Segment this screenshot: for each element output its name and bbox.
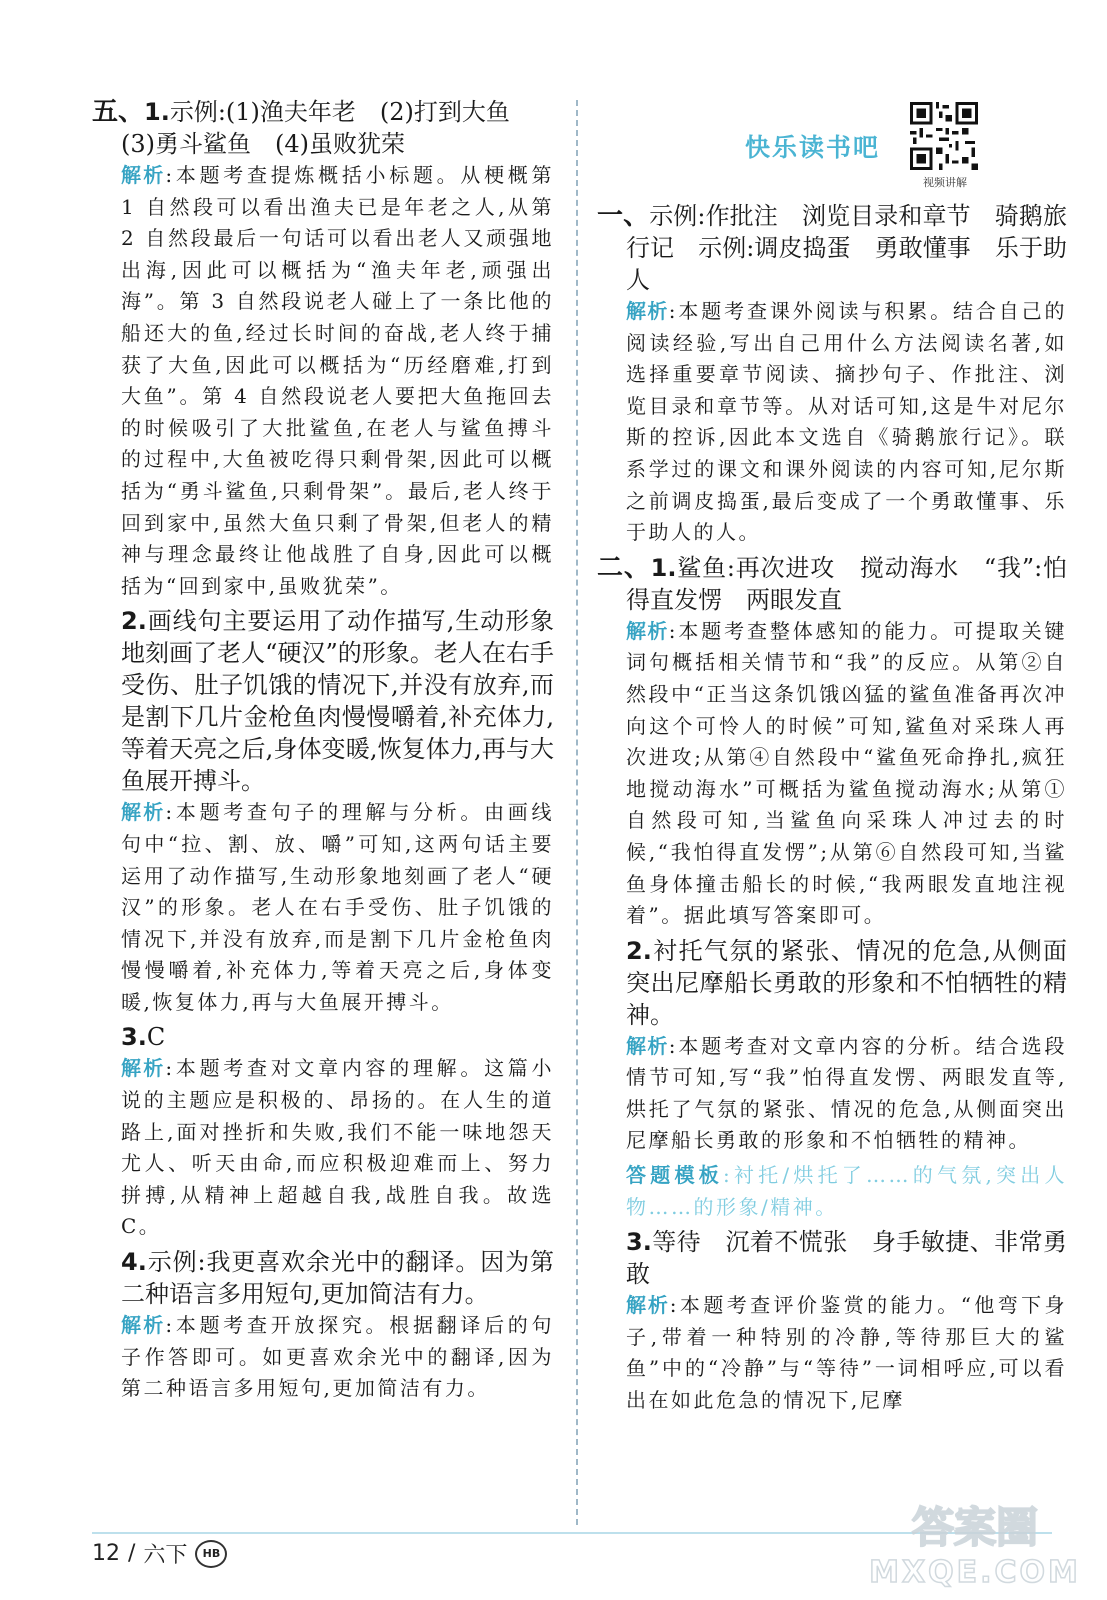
analysis-label: 解析: [626, 1293, 670, 1318]
q4-number: 4.: [121, 1248, 147, 1277]
q4-analysis: [92, 1310, 554, 1405]
analysis-label: 解析: [626, 1033, 669, 1058]
watermark-logo: [855, 1496, 1095, 1592]
section-2-q1: [597, 552, 1067, 616]
s2-q2-answer-text: 衬托气氛的紧张、情况的危急,从侧面突出尼摩船长勇敢的形象和不怕牺牲的精神。: [626, 936, 1067, 1029]
q3-number: 3.: [626, 1228, 652, 1257]
s2-q3-analysis-text: :本题考查评价鉴赏的能力。“他弯下身子,带着一种特别的冷静,等待那巨大的鲨鱼”中的“冷静”与“等待”一词相呼应,可以看出在如此危急的情况下,尼摩: [626, 1293, 1067, 1413]
q1-answer-line1: 示例:(1)渔夫年老 (2)打到大鱼: [169, 98, 510, 126]
analysis-label: 解析: [121, 163, 166, 187]
q4-answer: [92, 1246, 554, 1310]
q1-analysis-text: :本题考查提炼概括小标题。从梗概第 1 自然段可以看出渔夫已是年老之人,从第 2 自然段最后一句话可以看出老人又顽强地出海,因此可以概括为“渔夫年老,顽强出海”。第 3 自然段说老人碰上了一条比他的船还大的鱼,经过长时间的奋战,老人终于捕获了大鱼,因此可以概括为“历经磨难,打到大鱼”。第 4 自然段说老人要把大鱼拖回去的时候吸引了大批鲨鱼,在老人与鲨鱼搏斗的过程中,大鱼被吃得只剩骨架,因此可以概括为“勇斗鲨鱼,只剩骨架”。最后,老人终于回到家中,虽然大鱼只剩了骨架,但老人的精神与理念最终让他战胜了自身,因此可以概括为“回到家中,虽败犹荣”。: [121, 163, 554, 598]
footer-separator: /: [128, 1541, 136, 1566]
q2-number: 2.: [626, 936, 652, 965]
analysis-label: 解析: [626, 618, 669, 643]
watermark-line2: MXQE.COM: [869, 1555, 1081, 1590]
s1-analysis-text: :本题考查课外阅读与积累。结合自己的阅读经验,写出自己用什么方法阅读名著,如选择重要章节阅读、摘抄句子、作批注、浏览目录和章节等。从对话可知,这是牛对尼尔斯的控诉,因此本文选自《骑鹅旅行记》。联系学过的课文和课外阅读的内容可知,尼尔斯之前调皮捣蛋,最后变成了一个勇敢懂事、乐于助人的人。: [626, 299, 1067, 545]
q2-number: 2.: [121, 607, 147, 636]
right-column: [597, 96, 1067, 1420]
s2-q2-answer: [597, 935, 1067, 1031]
banner-title: 快乐读书吧: [745, 133, 881, 162]
q3-analysis-text: :本题考查对文章内容的理解。这篇小说的主题应是积极的、昂扬的。在人生的道路上,面对挫折和失败,我们不能一味地怨天尤人、听天由命,而应积极迎难而上、努力拼搏,从精神上超越自我,战胜自我。故选 C。: [121, 1056, 554, 1239]
s2-q1-analysis: [597, 616, 1067, 932]
q2-analysis-text: :本题考查句子的理解与分析。由画线句中“拉、割、放、嚼”可知,这两句话主要运用了动作描写,生动形象地刻画了老人“硬汉”的形象。老人在右手受伤、肚子饥饿的情况下,并没有放弃,而是割下几片金枪鱼肉慢慢嚼着,补充体力,等着天亮之后,身体变暖,恢复体力,再与大鱼展开搏斗。: [121, 800, 554, 1014]
left-column: [92, 96, 554, 1408]
q4-analysis-text: :本题考查开放探究。根据翻译后的句子作答即可。如更喜欢余光中的翻译,因为第二种语言多用短句,更加简洁有力。: [121, 1313, 554, 1401]
section-1-mark: 一、: [597, 201, 650, 231]
s1-analysis: [597, 296, 1067, 549]
s1-answer-text: 示例:作批注 浏览目录和章节 骑鹅旅行记 示例:调皮捣蛋 勇敢懂事 乐于助人: [626, 202, 1067, 294]
s2-q1-answer-text: 鲨鱼:再次进攻 搅动海水 “我”:怕得直发愣 两眼发直: [626, 553, 1067, 614]
reading-banner: [597, 96, 1067, 200]
q1-number: 1.: [144, 98, 170, 126]
template-label: 答题模板: [626, 1163, 723, 1188]
analysis-label: 解析: [121, 1056, 166, 1081]
section-5-q1: [92, 96, 554, 128]
section-2-mark: 二、: [597, 552, 651, 583]
q2-analysis: [92, 797, 554, 1018]
q3-analysis: [92, 1053, 554, 1243]
s2-q3-answer-text: 等待 沉着不慌张 身手敏捷、非常勇敢: [626, 1228, 1067, 1289]
grade-label: 六下: [143, 1543, 188, 1568]
q1-analysis: [92, 160, 554, 602]
s2-q1-analysis-text: :本题考查整体感知的能力。可提取关键词句概括相关情节和“我”的反应。从第②自然段中“正当这条饥饿凶猛的鲨鱼准备再次冲向这个可怜人的时候”可知,鲨鱼对采珠人再次进攻;从第④自然段中“鲨鱼死命挣扎,疯狂地搅动海水”可概括为鲨鱼搅动海水;从第①自然段可知,当鲨鱼向采珠人冲过去的时候,“我怕得直发愣”;从第⑥自然段可知,当鲨鱼身体撞击船长的时候,“我两眼发直地注视着”。据此填写答案即可。: [626, 618, 1067, 928]
s2-q3-answer: [597, 1226, 1067, 1290]
page-footer: [92, 1538, 227, 1569]
page-number: 12: [92, 1541, 120, 1566]
q4-answer-text: 示例:我更喜欢余光中的翻译。因为第二种语言多用短句,更加简洁有力。: [121, 1248, 554, 1309]
q1-answer-line2: (3)勇斗鲨鱼 (4)虽败犹荣: [121, 130, 405, 158]
answer-template: [597, 1160, 1067, 1223]
s2-q2-analysis: [597, 1031, 1067, 1157]
watermark-line1: 答案圈: [911, 1503, 1039, 1552]
template-text: :衬托/烘托了……的气氛,突出人物……的形象/精神。: [626, 1163, 1068, 1219]
q2-answer: [92, 605, 554, 797]
section-1-answer: [597, 200, 1067, 296]
q3-answer: [92, 1021, 554, 1053]
qr-code-icon[interactable]: [910, 102, 978, 170]
q1-number: 1.: [650, 553, 677, 582]
q2-answer-text: 画线句主要运用了动作描写,生动形象地刻画了老人“硬汉”的形象。老人在右手受伤、肚子饥饿的情况下,并没有放弃,而是割下几片金枪鱼肉慢慢嚼着,补充体力,等着天亮之后,身体变暖,恢复体力,再与大鱼展开搏斗。: [121, 607, 554, 796]
analysis-label: 解析: [121, 1313, 166, 1338]
column-divider: [576, 100, 578, 1525]
q3-number: 3.: [121, 1023, 147, 1052]
qr-caption: 视频讲解: [923, 176, 967, 189]
analysis-label: 解析: [121, 800, 166, 825]
section-5-mark: 五、: [92, 97, 145, 127]
q3-answer-text: C: [146, 1023, 166, 1052]
hb-badge: HB: [195, 1540, 227, 1568]
analysis-label: 解析: [626, 299, 669, 323]
s2-q2-analysis-text: :本题考查对文章内容的分析。结合选段情节可知,写“我”怕得直发愣、两眼发直等,烘托了气氛的紧张、情况的危急,从侧面突出尼摩船长勇敢的形象和不怕牺牲的精神。: [626, 1033, 1067, 1153]
s2-q3-analysis: [597, 1290, 1067, 1416]
